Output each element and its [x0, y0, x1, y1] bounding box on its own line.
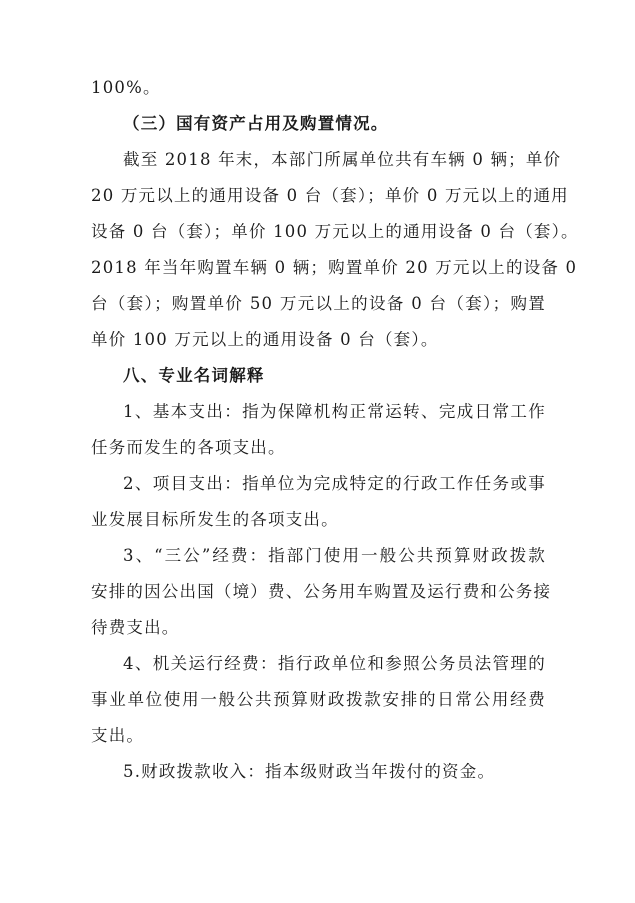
section-heading-assets: （三）国有资产占用及购置情况。: [123, 114, 389, 133]
text-line: 设备 0 台（套）；单价 100 万元以上的通用设备 0 台（套）。: [91, 222, 579, 241]
text-line: 20 万元以上的通用设备 0 台（套）；单价 0 万元以上的通用: [91, 186, 569, 205]
text-line: 5.财政拨款收入：指本级财政当年拨付的资金。: [123, 762, 496, 781]
text-line: 支出。: [91, 726, 145, 745]
text-line: 4、机关运行经费：指行政单位和参照公务员法管理的: [123, 654, 546, 673]
text-line: 事业单位使用一般公共预算财政拨款安排的日常公用经费: [91, 690, 546, 709]
text-line: 1、基本支出：指为保障机构正常运转、完成日常工作: [123, 402, 546, 421]
section-heading-glossary: 八、专业名词解释: [123, 366, 265, 385]
text-line: 安排的因公出国（境）费、公务用车购置及运行费和公务接: [91, 582, 552, 601]
text-line: 台（套）；购置单价 50 万元以上的设备 0 台（套）；购置: [91, 294, 546, 313]
text-line: 待费支出。: [91, 618, 180, 637]
text-line: 2、项目支出：指单位为完成特定的行政工作任务或事: [123, 474, 546, 493]
text-line: 业发展目标所发生的各项支出。: [91, 510, 339, 529]
text-line: 截至 2018 年末，本部门所属单位共有车辆 0 辆；单价: [123, 150, 562, 169]
text-line: 任务而发生的各项支出。: [91, 438, 286, 457]
text-line: 单价 100 万元以上的通用设备 0 台（套）。: [91, 330, 439, 349]
text-line: 3、“三公”经费：指部门使用一般公共预算财政拨款: [123, 546, 546, 565]
text-line: 100%。: [91, 78, 161, 97]
text-line: 2018 年当年购置车辆 0 辆；购置单价 20 万元以上的设备 0: [91, 258, 578, 277]
